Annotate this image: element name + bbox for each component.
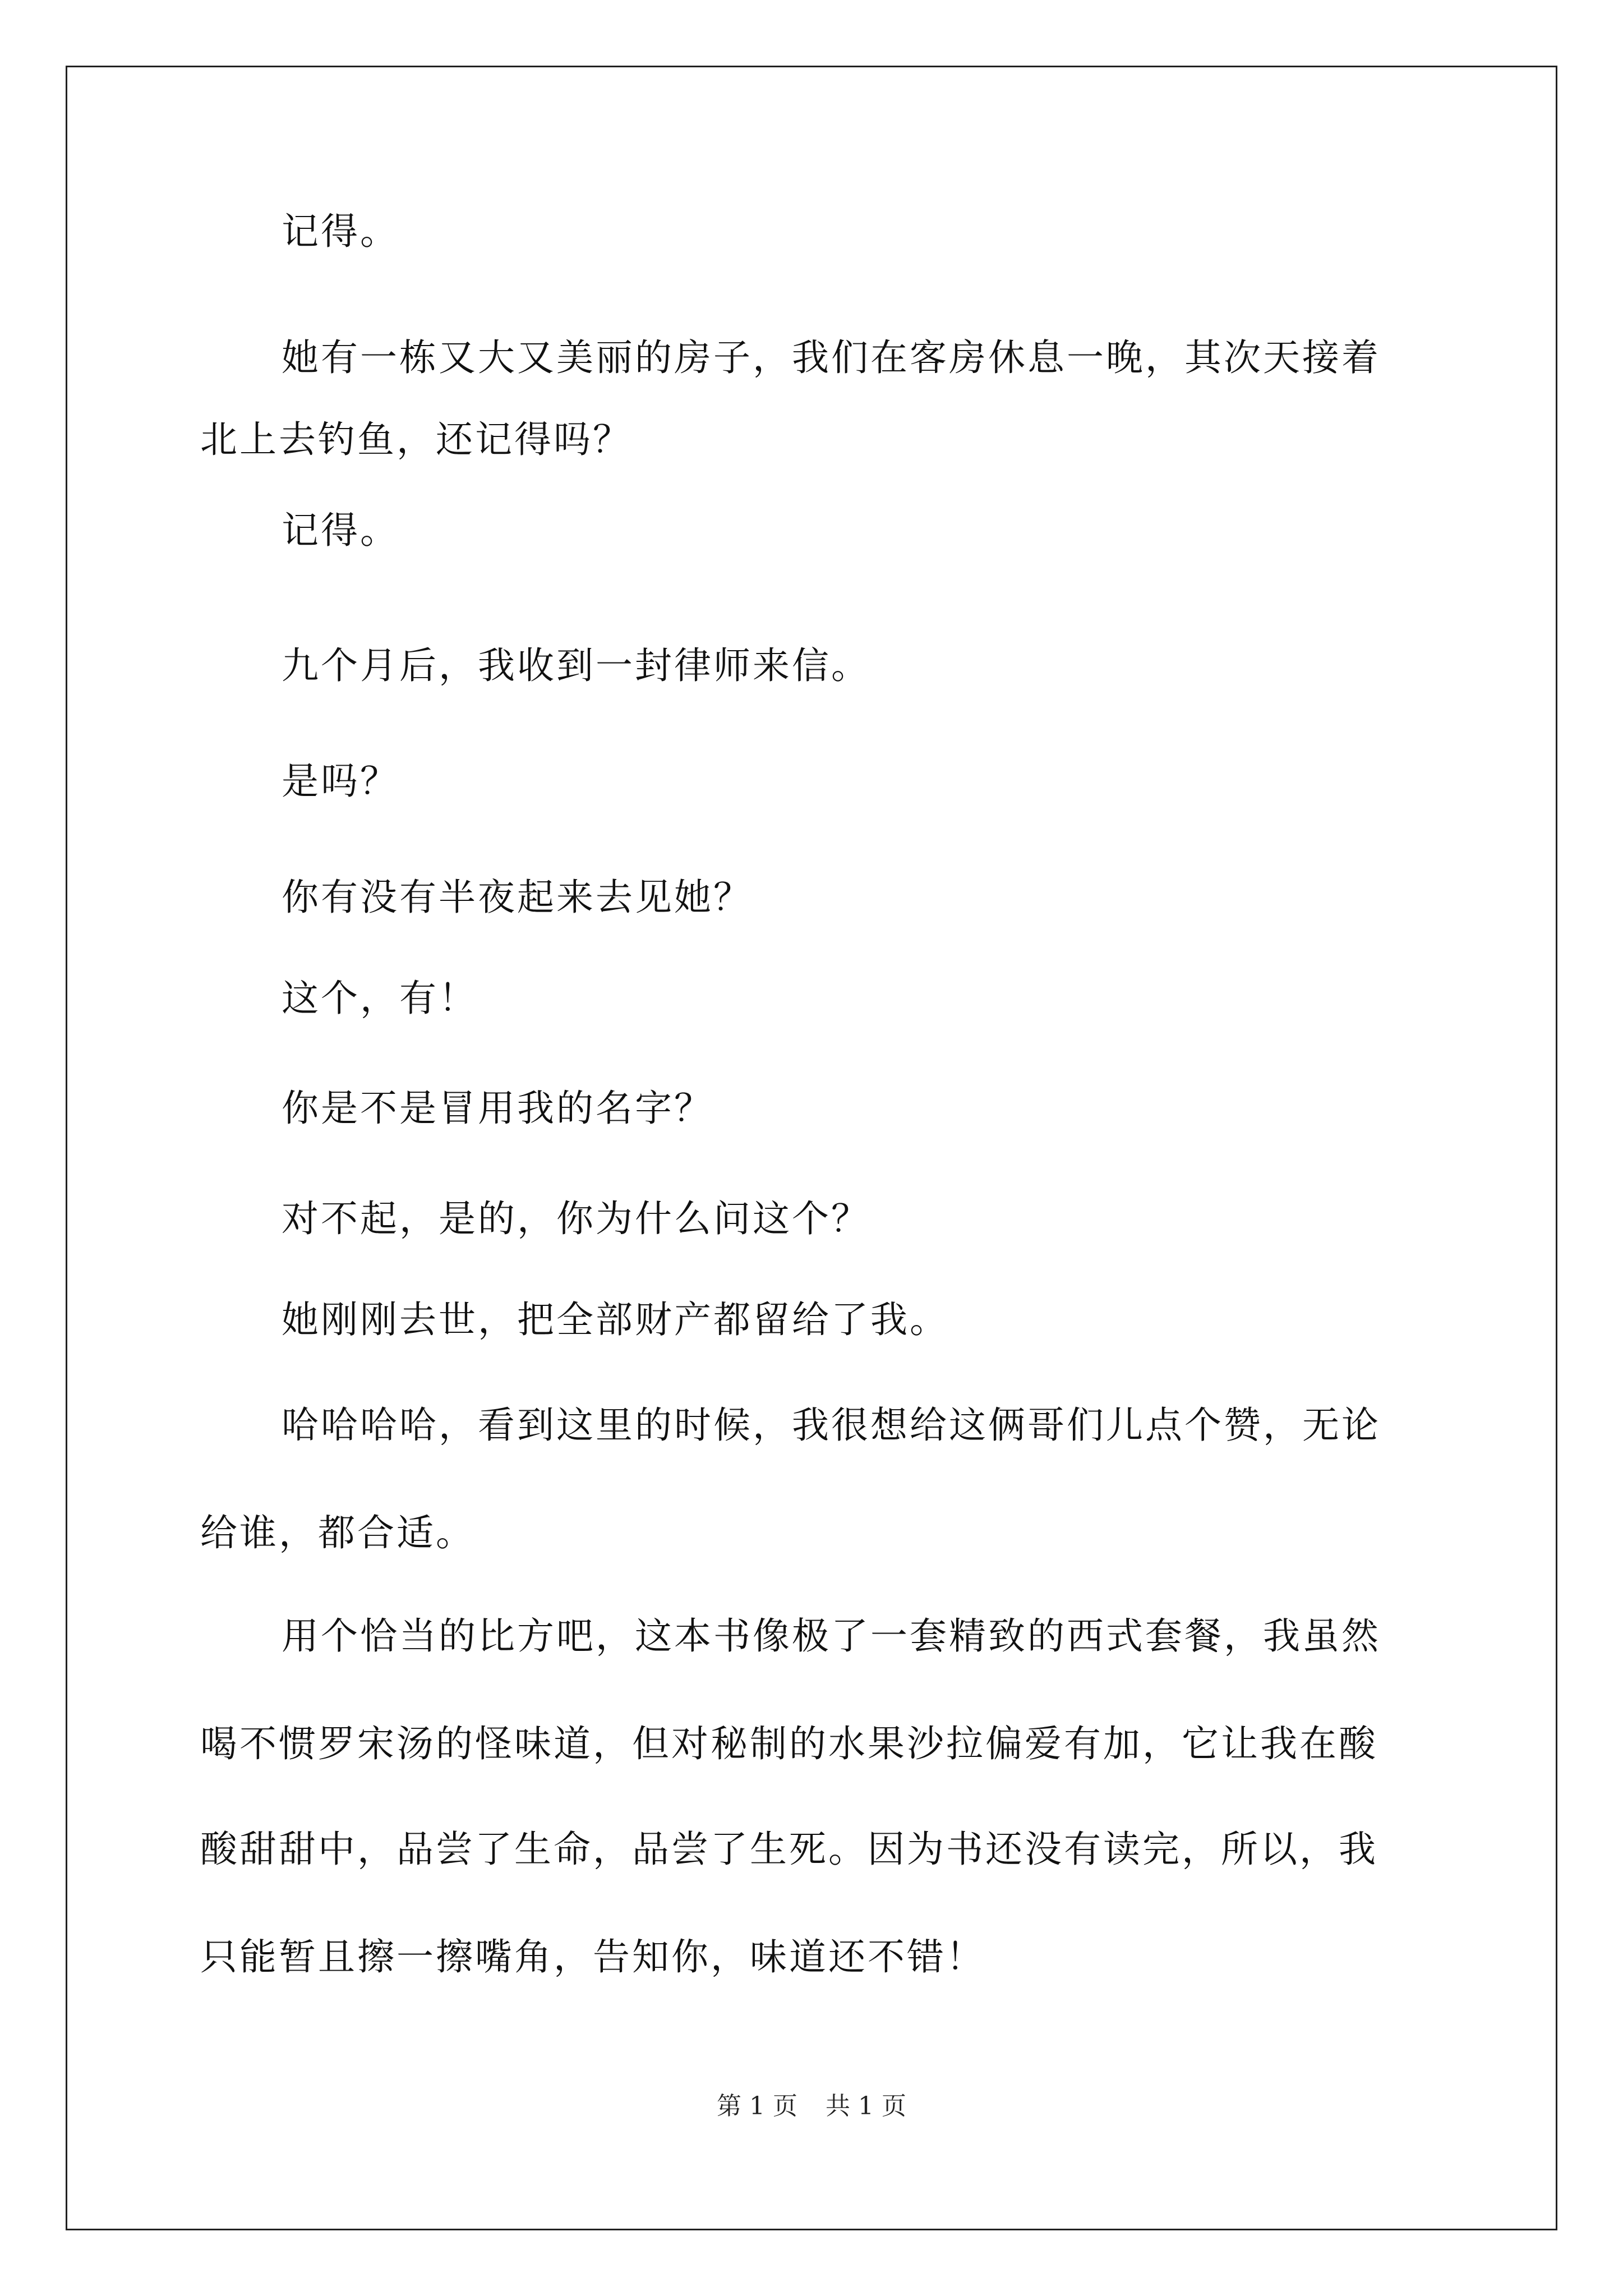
text-line-3: 北上去钓鱼，还记得吗？ — [200, 418, 632, 461]
page-border — [66, 66, 1557, 2230]
text-line-1: 记得。 — [282, 210, 399, 253]
text-line-10: 对不起，是的，你为什么问这个？ — [282, 1197, 870, 1240]
page-total: 共 1 页 — [826, 2092, 906, 2120]
text-line-9: 你是不是冒用我的名字？ — [282, 1087, 713, 1130]
text-line-4: 记得。 — [282, 509, 399, 552]
text-line-5: 九个月后，我收到一封律师来信。 — [282, 644, 870, 687]
text-line-12: 哈哈哈哈，看到这里的时候，我很想给这俩哥们儿点个赞，无论 — [282, 1404, 1381, 1447]
text-line-7: 你有没有半夜起来去见她？ — [282, 876, 753, 919]
text-line-14: 用个恰当的比方吧，这本书像极了一套精致的西式套餐，我虽然 — [282, 1614, 1381, 1658]
text-line-15: 喝不惯罗宋汤的怪味道，但对秘制的水果沙拉偏爱有加，它让我在酸 — [200, 1722, 1378, 1765]
page-number: 第 1 页 — [717, 2092, 797, 2120]
page-footer — [0, 2086, 1623, 2122]
text-line-6: 是吗？ — [282, 760, 399, 803]
text-line-13: 给谁，都合适。 — [200, 1511, 475, 1554]
text-line-8: 这个，有！ — [282, 977, 478, 1020]
text-line-17: 只能暂且擦一擦嘴角，告知你，味道还不错！ — [200, 1935, 985, 1978]
text-line-2: 她有一栋又大又美丽的房子，我们在客房休息一晚，其次天接着 — [282, 336, 1381, 379]
text-line-11: 她刚刚去世，把全部财产都留给了我。 — [282, 1298, 949, 1341]
text-line-16: 酸甜甜中，品尝了生命，品尝了生死。因为书还没有读完，所以，我 — [200, 1828, 1378, 1871]
